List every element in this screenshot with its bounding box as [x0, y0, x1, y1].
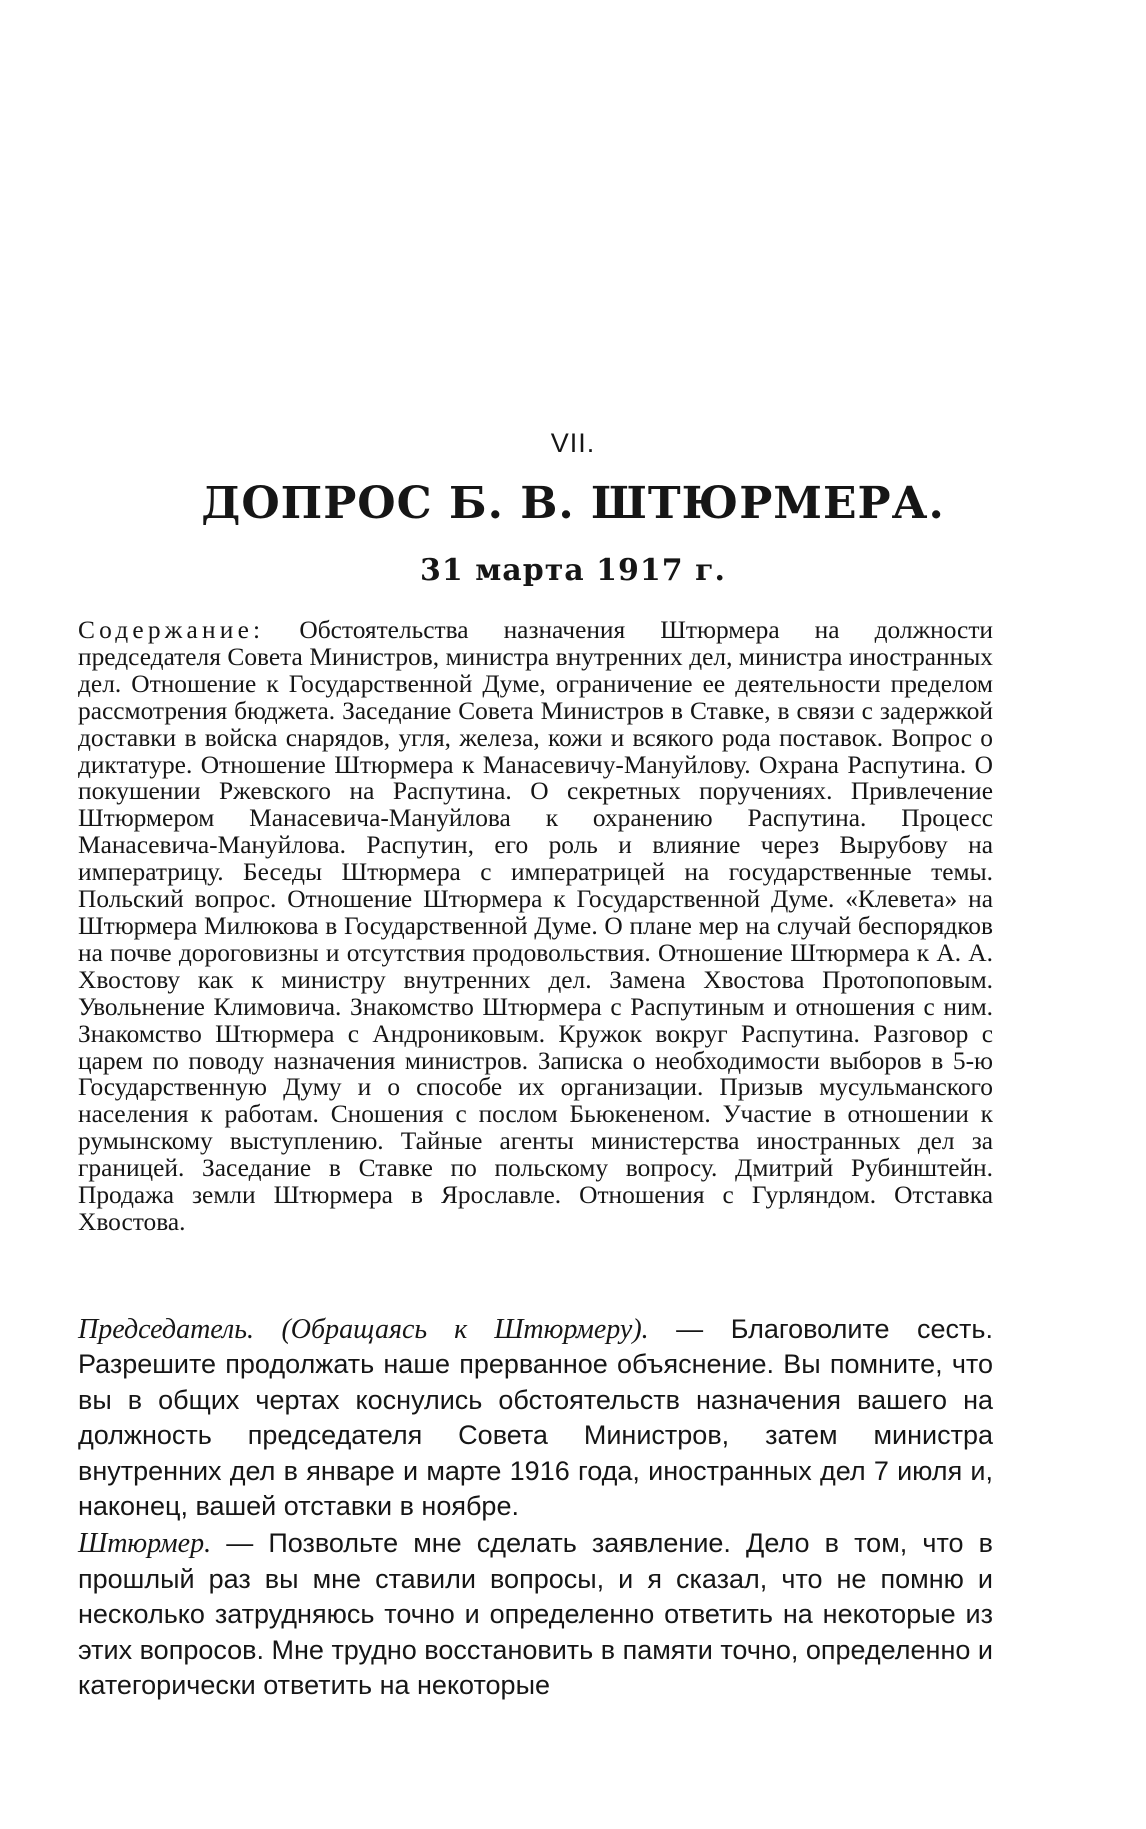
dialogue-text: Позвольте мне сделать заявление. Дело в том, что в прошлый раз вы мне ставили вопросы, и я сказал, что не помню и несколько затрудняюсь точно и определенно ответить на некоторые из этих вопросов. Мне трудно восстановить в памяти точно, определенно и категорически ответить на некоторые: [78, 1528, 993, 1701]
dialogue-paragraph: [78, 1312, 993, 1524]
interrogation-transcript: [78, 1312, 993, 1703]
chapter-summary: [78, 617, 993, 1236]
summary-text: Обстоятельства назначения Штюрмера на должности председателя Совета Министров, министра внутренних дел, министра иностранных дел. Отношение к Государственной Думе, ограничение ее деятельности пределом рассмотрения бюджета. Заседание Совета Министров в Ставке, в связи с задержкой доставки в войска снарядов, угля, железа, кожи и всякого рода поставок. Вопрос о диктатуре. Отношение Штюрмера к Манасевичу-Мануйлову. Охрана Распутина. О покушении Ржевского на Распутина. О секретных поручениях. Привлечение Штюрмером Манасевича-Мануйлова к охранению Распутина. Процесс Манасевича-Мануйлова. Распутин, его роль и влияние через Вырубову на императрицу. Беседы Штюрмера с императрицей на государственные темы. Польский вопрос. Отношение Штюрмера к Государственной Думе. «Клевета» на Штюрмера Милюкова в Государственной Думе. О плане мер на случай беспорядков на почве дороговизны и отсутствия продовольствия. Отношение Штюрмера к А. А. Хвостову как к министру внутренних дел. Замена Хвостова Протопоповым. Увольнение Климовича. Знакомство Штюрмера с Распутиным и отношения с ним. Знакомство Штюрмера с Андрониковым. Кружок вокруг Распутина. Разговор с царем по поводу назначения министров. Записка о необходимости выборов в 5-ю Государственную Думу и о способе их организации. Призыв мусульманского населения к работам. Сношения с послом Бьюкененом. Участие в отношении к румынскому выступлению. Тайные агенты министерства иностранных дел за границей. Заседание в Ставке по польскому вопросу. Дмитрий Рубинштейн. Продажа земли Штюрмера в Ярославле. Отношения с Гурляндом. Отставка Хвостова.: [78, 616, 993, 1236]
speaker-name: Штюрмер.: [78, 1528, 212, 1560]
stage-direction: (Обращаясь к Штюрмеру).: [281, 1314, 649, 1345]
dialogue-text: Благоволите сесть. Разрешите продолжать наше прерванное объяснение. Вы помните, что вы в общих чертах коснулись обстоятельств назначения вашего на должность председателя Совета Министров, затем министра внутренних дел в январе и марте 1916 года, иностранных дел 7 июля и, наконец, вашей отставки в ноябре.: [78, 1314, 993, 1522]
speaker-name: Председатель.: [78, 1314, 254, 1345]
dialogue-dash: —: [648, 1314, 731, 1344]
summary-paragraph: [78, 617, 993, 1236]
dialogue-dash: —: [211, 1528, 269, 1559]
summary-label: Содержание:: [78, 616, 265, 644]
chapter-number: VII.: [550, 428, 596, 458]
chapter-date: 31 марта 1917 г.: [420, 553, 726, 588]
chapter-title: ДОПРОС Б. В. ШТЮРМЕРА.: [201, 478, 945, 529]
dialogue-paragraph: [78, 1526, 993, 1703]
